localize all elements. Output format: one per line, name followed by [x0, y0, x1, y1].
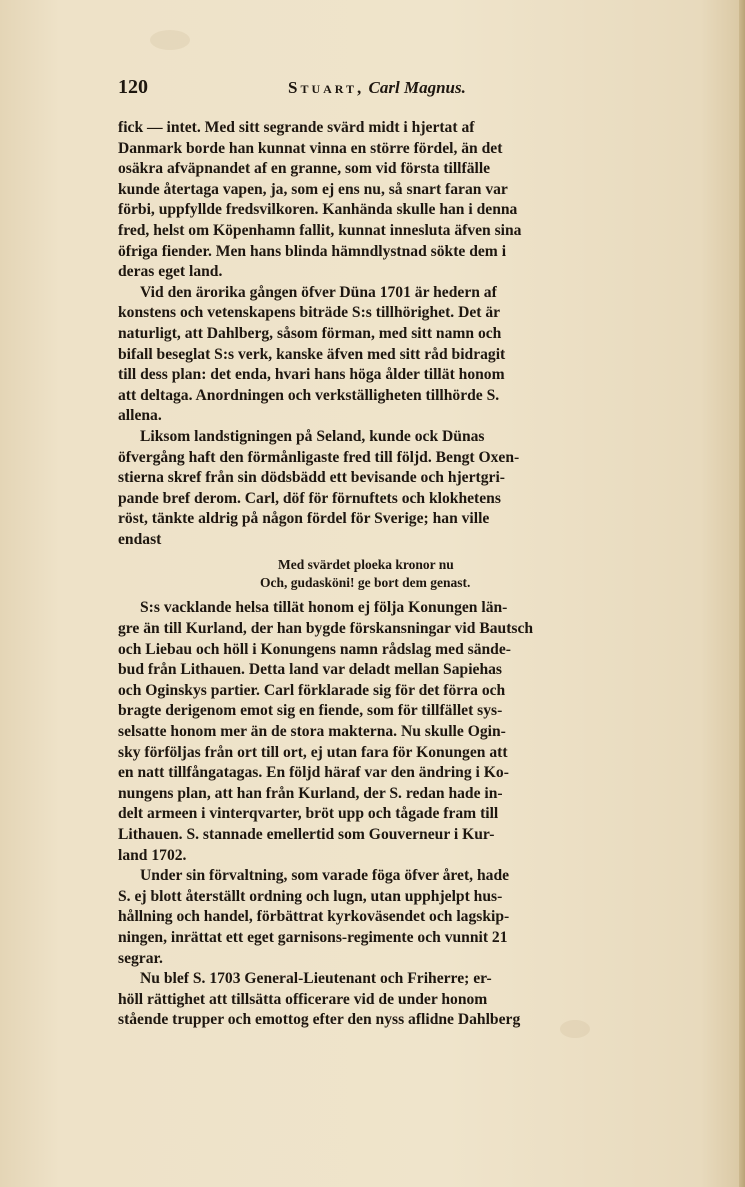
verse-line: Och, gudasköni! ge bort dem genast. [260, 575, 471, 591]
paragraphs-after-verse [118, 598, 678, 1030]
text-line: S:s vacklande helsa tillät honom ej följa Konungen län- [140, 599, 508, 617]
text-line: att deltaga. Anordningen och verkställigheten tillhörde S. [118, 386, 500, 404]
text-line: höll rättighet att tillsätta officerare vid de under honom [118, 990, 488, 1008]
text-line: öfriga fiender. Men hans blinda hämndlystnad sökte dem i [118, 242, 507, 260]
paper-stain [150, 30, 190, 50]
text-line: naturligt, att Dahlberg, såsom förman, med sitt namn och [118, 324, 502, 342]
page-header [118, 76, 678, 102]
text-line: land 1702. [118, 846, 187, 864]
text-line: Lithauen. S. stannade emellertid som Gouverneur i Kur- [118, 826, 495, 843]
text-line: kunde återtaga vapen, ja, som ej ens nu, så snart faran var [118, 180, 508, 198]
running-head-given-names: Carl Magnus. [368, 78, 466, 97]
paragraph [118, 598, 678, 866]
text-line: Liksom landstigningen på Seland, kunde ock Dünas [140, 427, 485, 445]
text-line: Under sin förvaltning, som varade föga öfver året, hade [140, 867, 510, 885]
paragraph [118, 283, 678, 427]
text-line: sky förföljas från ort till ort, ej utan fara för Konungen att [118, 743, 508, 761]
page-edge [739, 0, 745, 1187]
text-line: Danmark borde han kunnat vinna en större fördel, än det [118, 139, 503, 157]
running-head-surname: Stuart, [288, 78, 365, 97]
text-line: gre än till Kurland, der han bygde förskansningar vid Bautsch [118, 620, 534, 638]
text-line: öfvergång haft den förmånligaste fred till följd. Bengt Oxen- [118, 448, 520, 466]
text-line: och Oginskys partier. Carl förklarade sig för det förra och [118, 681, 506, 699]
text-line: Nu blef S. 1703 General-Lieutenant och Friherre; er- [140, 970, 492, 988]
text-line: förbi, uppfyllde fredsvilkoren. Kanhända skulle han i denna [118, 201, 518, 219]
text-line: Vid den ärorika gången öfver Düna 1701 är hedern af [140, 283, 497, 301]
verse-quotation [118, 556, 678, 592]
paragraph [118, 118, 678, 283]
text-line: ningen, inrättat ett eget garnisons-regimente och vunnit 21 [118, 928, 508, 946]
text-line: bifall beseglat S:s verk, kanske äfven med sitt råd bidragit [118, 345, 506, 363]
text-line: fred, helst om Köpenhamn fallit, kunnat innesluta äfven sina [118, 221, 522, 239]
text-line: konstens och vetenskapens biträde S:s tillhörighet. Det är [118, 304, 501, 322]
paragraphs-before-verse [118, 118, 678, 550]
text-line: stierna skref från sin dödsbädd ett bevisande och hjertgri- [118, 469, 505, 487]
text-line: bragte derigenom emot sig en fiende, som för tillfället sys- [118, 702, 503, 720]
text-line: allena. [118, 407, 162, 425]
text-line: bud från Lithauen. Detta land var deladt mellan Sapiehas [118, 661, 502, 679]
paragraph [118, 427, 678, 551]
text-line: stående trupper och emottog efter den nyss aflidne Dahlberg [118, 1011, 521, 1029]
running-head [288, 78, 466, 98]
verse-line: Med svärdet ploeka kronor nu [278, 557, 454, 573]
text-line: segrar. [118, 949, 163, 967]
text-line: osäkra afväpnandet af en granne, som vid första tillfälle [118, 160, 491, 178]
text-line: delt armeen i vinterqvarter, bröt upp och tågade fram till [118, 805, 499, 823]
text-line: till dess plan: det enda, hvari hans höga ålder tillät honom [118, 366, 505, 384]
text-line: röst, tänkte aldrig på någon fördel för Sverige; han ville [118, 510, 490, 528]
body-text [118, 118, 678, 1031]
text-line: selsatte honom mer än de stora makterna. Nu skulle Ogin- [118, 723, 506, 741]
text-line: pande bref derom. Carl, döf för förnuftets och klokhetens [118, 489, 501, 507]
text-line: hållning och handel, förbättrat kyrkoväsendet och lagskip- [118, 908, 510, 926]
text-line: deras eget land. [118, 263, 223, 281]
text-line: en natt tillfångatagas. En följd häraf var den ändring i Ko- [118, 764, 509, 782]
text-line: fick — intet. Med sitt segrande svärd midt i hjertat af [118, 119, 475, 136]
text-line: nungens plan, att han från Kurland, der S. redan hade in- [118, 784, 503, 802]
text-line: S. ej blott återställt ordning och lugn, utan upphjelpt hus- [118, 887, 503, 905]
text-line: och Liebau och höll i Konungens namn rådslag med sände- [118, 640, 511, 658]
text-line: endast [118, 530, 162, 548]
page-number: 120 [118, 76, 148, 98]
paragraph [118, 969, 678, 1031]
paragraph [118, 866, 678, 969]
